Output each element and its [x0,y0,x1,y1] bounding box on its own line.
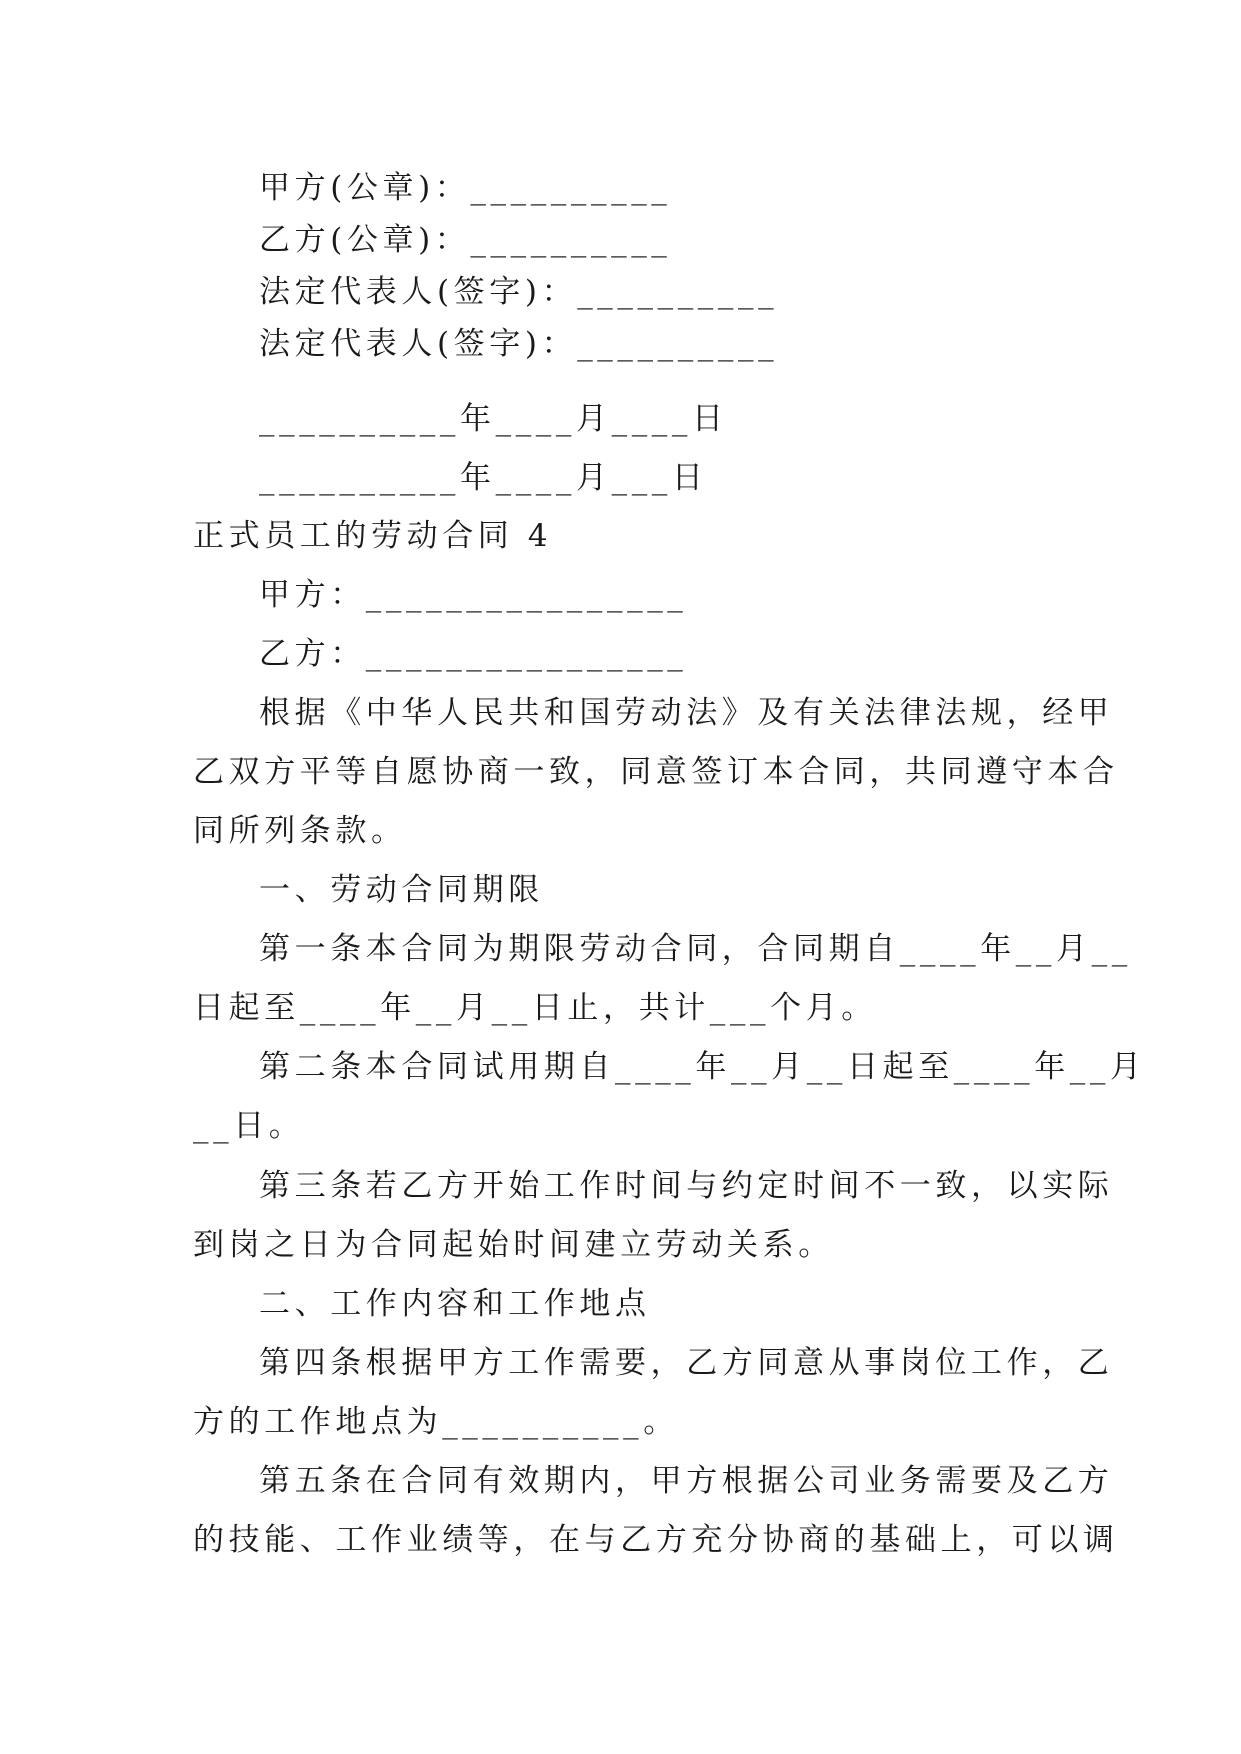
preamble-line: 根据《中华人民共和国劳动法》及有关法律法规，经甲 [259,695,1114,731]
party-a-line: 甲方：________________ [259,577,688,613]
article-line: 第三条若乙方开始工作时间与约定时间不一致，以实际 [259,1168,1114,1204]
party-a-seal-line: 甲方(公章)：__________ [259,170,672,206]
article-line: 第一条本合同为期限劳动合同，合同期自____年__月__ [259,931,1132,967]
section-heading: 一、劳动合同期限 [259,872,544,908]
article-line: 第四条根据甲方工作需要，乙方同意从事岗位工作，乙 [259,1345,1114,1381]
article-line: 日起至____年__月__日止，共计___个月。 [193,990,877,1026]
date-line-2: __________年____月___日 [259,460,708,496]
article-line: 方的工作地点为__________。 [193,1404,679,1440]
article-line: 到岗之日为合同起始时间建立劳动关系。 [193,1227,834,1263]
article-line: __日。 [193,1108,305,1144]
party-b-line: 乙方：________________ [259,636,688,672]
article-line: 的技能、工作业绩等，在与乙方充分协商的基础上，可以调 [193,1522,1119,1558]
preamble-line: 同所列条款。 [193,813,407,849]
article-line: 第五条在合同有效期内，甲方根据公司业务需要及乙方 [259,1463,1114,1499]
contract-title: 正式员工的劳动合同 4 [193,518,553,554]
legal-rep-line-1: 法定代表人(签字)：__________ [259,274,779,310]
legal-rep-line-2: 法定代表人(签字)：__________ [259,326,779,362]
preamble-line: 乙双方平等自愿协商一致，同意签订本合同，共同遵守本合 [193,754,1119,790]
section-heading: 二、工作内容和工作地点 [259,1286,651,1322]
party-b-seal-line: 乙方(公章)：__________ [259,222,672,258]
article-line: 第二条本合同试用期自____年__月__日起至____年__月 [259,1049,1146,1085]
date-line-1: __________年____月____日 [259,401,728,437]
